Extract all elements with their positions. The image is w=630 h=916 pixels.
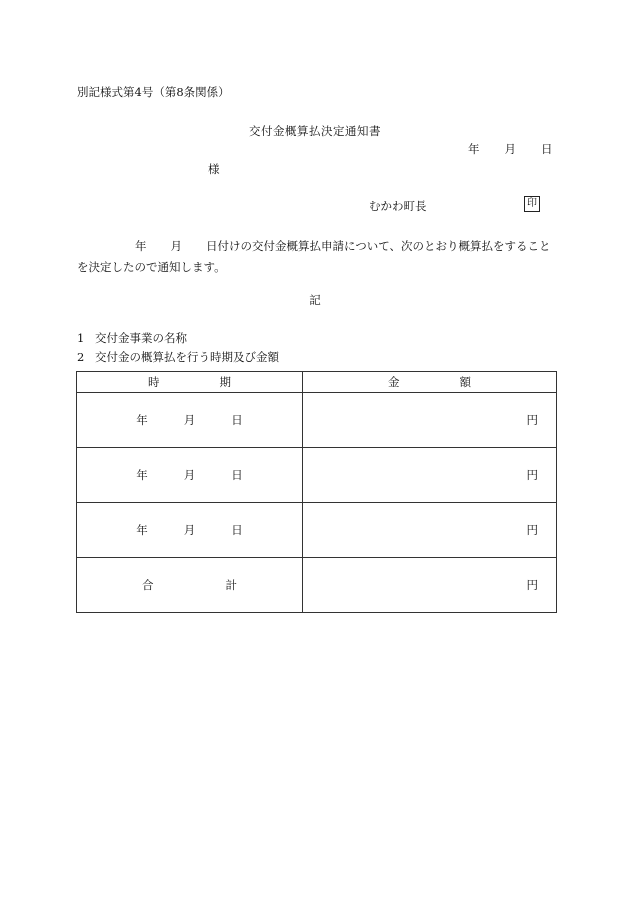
row-day: 日 [231,413,243,427]
yen-unit: 円 [526,413,538,427]
item-text: 交付金事業の名称 [95,331,187,345]
header-amount [303,372,557,393]
item-number: 1 [77,331,85,345]
amount-cell [303,503,557,558]
row-year: 年 [136,523,148,537]
period-cell [77,448,303,503]
header-amount-char: 額 [459,375,471,389]
form-number: 別記様式第4号（第8条関係） [77,85,230,99]
payment-schedule-table [76,371,557,613]
seal-mark: 印 [524,196,540,212]
list-item [77,349,279,365]
body-year: 年 [135,239,147,253]
header-period-char: 時 [148,375,160,389]
period-cell [77,503,303,558]
amount-cell [303,393,557,448]
body-month: 月 [170,239,182,253]
row-year: 年 [136,468,148,482]
date-year: 年 [468,142,480,156]
table-row [77,448,557,503]
list-item [77,330,187,346]
yen-unit: 円 [526,468,538,482]
yen-unit: 円 [526,523,538,537]
total-label-cell [77,558,303,613]
table-total-row [77,558,557,613]
amount-cell [303,448,557,503]
total-amount-cell [303,558,557,613]
yen-unit: 円 [526,578,538,592]
row-year: 年 [136,413,148,427]
table-header-row [77,372,557,393]
row-day: 日 [231,468,243,482]
table-row [77,503,557,558]
issuer-name: むかわ町長 [369,199,427,213]
body-text: 日付けの交付金概算払申請について、次のとおり概算払をすることを決定したので通知します。 [77,239,551,274]
header-period [77,372,303,393]
row-day: 日 [231,523,243,537]
item-text: 交付金の概算払を行う時期及び金額 [95,350,279,364]
row-month: 月 [183,523,196,537]
table-row [77,393,557,448]
total-label-char: 計 [225,578,237,592]
date-month: 月 [504,142,516,156]
header-period-char: 期 [219,375,231,389]
row-month: 月 [183,468,196,482]
document-title: 交付金概算払決定通知書 [249,124,381,138]
total-label-char: 合 [142,578,154,592]
row-month: 月 [183,413,196,427]
period-cell [77,393,303,448]
item-number: 2 [77,350,85,364]
addressee: 様 [208,162,220,176]
ki-heading: 記 [309,293,321,307]
header-amount-char: 金 [388,375,400,389]
date-day: 日 [541,142,553,156]
issue-date [468,141,553,157]
body-paragraph [77,236,551,278]
